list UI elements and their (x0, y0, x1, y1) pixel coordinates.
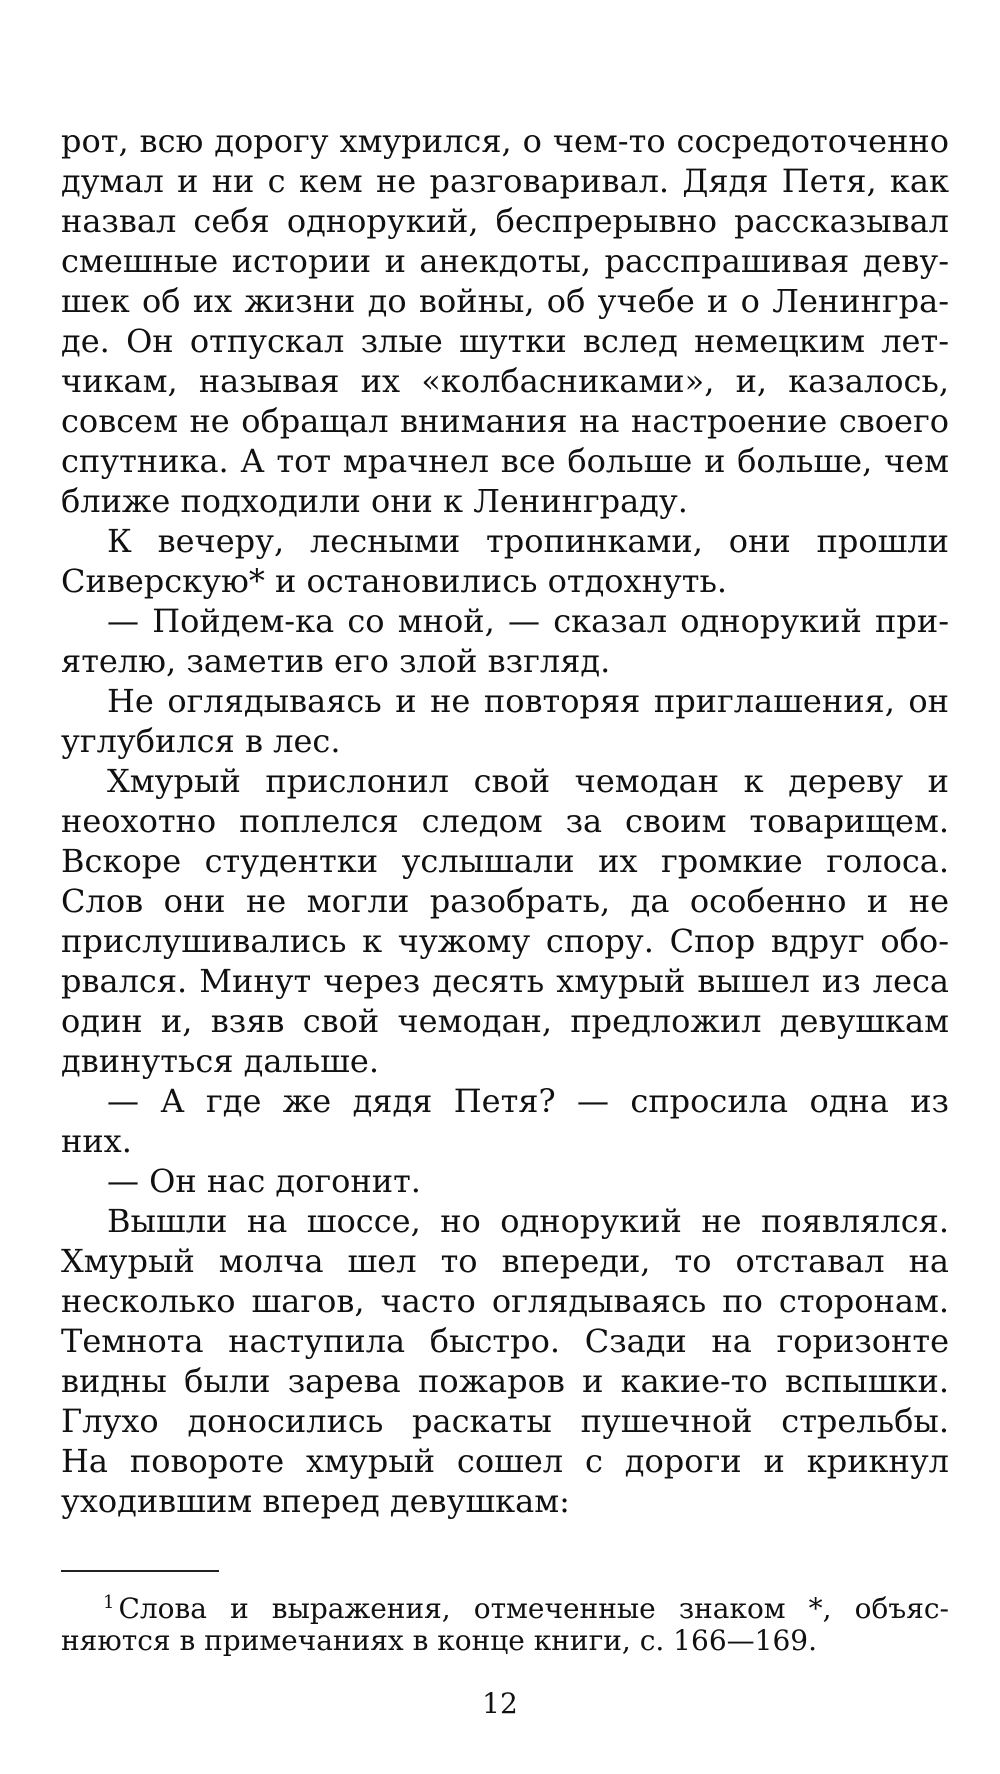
text-line: чикам, называя их «колбасниками», и, казалось, (61, 362, 949, 400)
body-text (61, 121, 949, 1521)
text-line: ближе подходили они к Ленинграду. (61, 482, 688, 520)
footnote-divider (61, 1570, 219, 1572)
text-line: неохотно поплелся следом за своим товарищем. (61, 802, 949, 840)
text-line: смешные истории и анекдоты, расспрашивая деву- (61, 242, 949, 280)
text-line: рот, всю дорогу хмурился, о чем-то сосредоточенно (61, 122, 949, 160)
text-line: углубился в лес. (61, 722, 341, 760)
text-line: один и, взяв свой чемодан, предложил девушкам (61, 1002, 949, 1040)
text-line: ятелю, заметив его злой взгляд. (61, 642, 611, 680)
footnote-marker: 1 (103, 1592, 115, 1613)
text-line: Вскоре студентки услышали их громкие голоса. (61, 842, 949, 880)
text-line: На повороте хмурый сошел с дороги и крикнул (61, 1442, 949, 1480)
text-line: Вышли на шоссе, но однорукий не появлялся. (107, 1202, 949, 1240)
text-line: спутника. А тот мрачнел все больше и больше, чем (61, 442, 949, 480)
footnote-text: Слова и выражения, отмеченные знаком *, объяс- (118, 1592, 949, 1625)
text-line: Хмурый молча шел то впереди, то отставал на (61, 1242, 949, 1280)
text-line: прислушивались к чужому спору. Спор вдруг обо- (61, 922, 949, 960)
text-line: — Пойдем-ка со мной, — сказал однорукий при- (107, 602, 949, 640)
text-line: К вечеру, лесными тропинками, они прошли (107, 522, 949, 560)
text-line: них. (61, 1122, 132, 1160)
footnote-line (61, 1584, 949, 1625)
footnote (61, 1584, 949, 1660)
text-line: Темнота наступила быстро. Сзади на горизонте (61, 1322, 949, 1360)
text-line: совсем не обращал внимания на настроение своего (61, 402, 949, 440)
text-line: несколько шагов, часто оглядываясь по сторонам. (61, 1282, 949, 1320)
text-line: Сиверскую* и остановились отдохнуть. (61, 562, 728, 600)
text-line: Слов они не могли разобрать, да особенно и не (61, 882, 949, 920)
text-line: двинуться дальше. (61, 1042, 379, 1080)
page-number: 12 (482, 1687, 518, 1720)
footnote-line: няются в примечаниях в конце книги, с. 166—169. (61, 1624, 817, 1657)
text-line: Не оглядываясь и не повторяя приглашения, он (107, 682, 949, 720)
text-line: Глухо доносились раскаты пушечной стрельбы. (61, 1402, 949, 1440)
text-line: думал и ни с кем не разговаривал. Дядя Петя, как (61, 162, 949, 200)
text-line: — Он нас догонит. (107, 1162, 421, 1200)
text-line: видны были зарева пожаров и какие-то вспышки. (61, 1362, 949, 1400)
text-line: Хмурый прислонил свой чемодан к дереву и (107, 762, 949, 800)
text-line: рвался. Минут через десять хмурый вышел из леса (61, 962, 949, 1000)
text-line: — А где же дядя Петя? — спросила одна из (107, 1082, 949, 1120)
text-line: де. Он отпускал злые шутки вслед немецким лет- (61, 322, 949, 360)
text-line: назвал себя однорукий, беспрерывно рассказывал (61, 202, 949, 240)
text-line: шек об их жизни до войны, об учебе и о Ленингра- (61, 282, 949, 320)
text-line: уходившим вперед девушкам: (61, 1482, 570, 1520)
